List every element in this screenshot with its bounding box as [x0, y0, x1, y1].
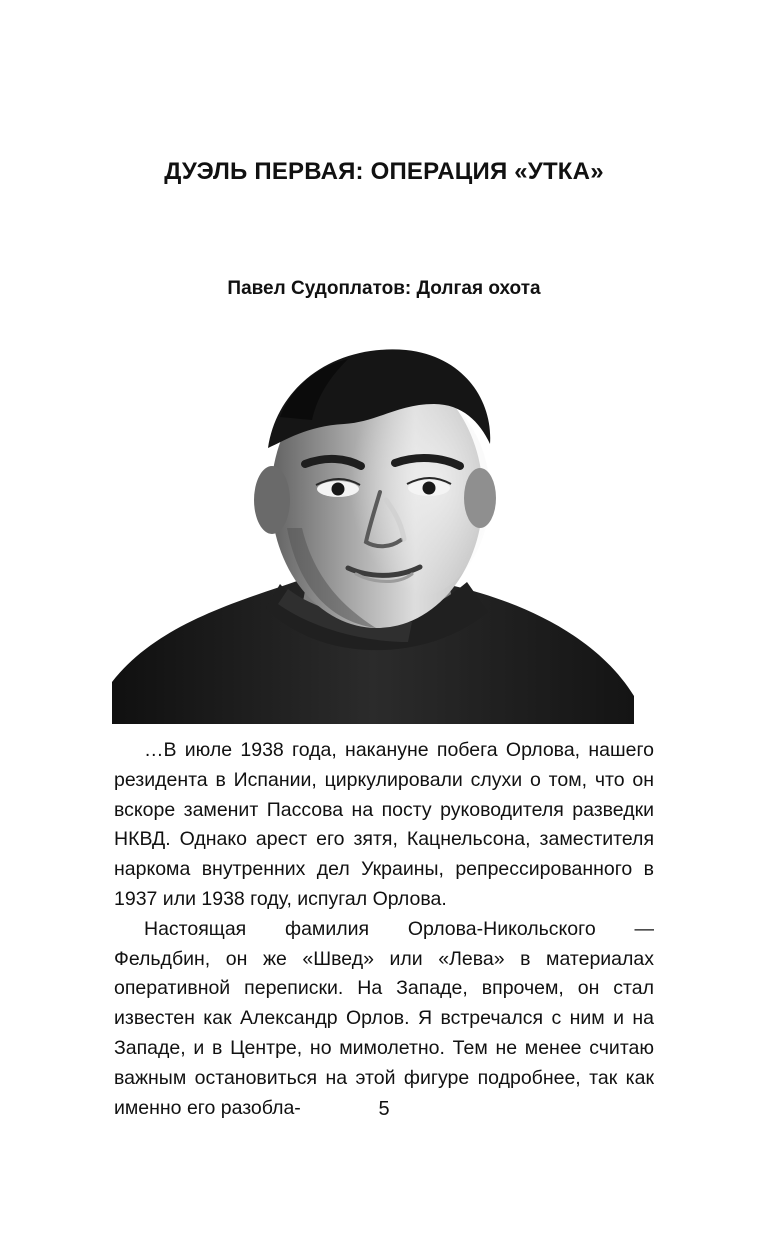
portrait-photo-icon [112, 332, 634, 724]
section-title: Павел Судоплатов: Долгая охота [227, 278, 541, 299]
body-text [114, 736, 654, 1123]
paragraph-1: …В июле 1938 года, накануне побега Орлова, нашего резидента в Испании, циркулировали слухи о том, что он вскоре заменит Пассова на посту руководителя разведки НКВД. Однако арест его зятя, Кацнельсона, заместителя наркома внутренних дел Украины, репрессированного в 1937 или 1938 году, испугал Орлова. [114, 739, 654, 910]
page-number: 5 [378, 1098, 390, 1120]
paragraph-2: Настоящая фамилия Орлова-Никольского — Фельдбин, он же «Швед» или «Лева» в материалах оперативной переписки. На Западе, впрочем, он стал известен как Александр Орлов. Я встречался с ним и на Западе, и в Центре, но мимолетно. Тем не менее считаю важным остановиться на этой фигуре подробнее, так как именно его разобла- [114, 917, 654, 1119]
chapter-title: ДУЭЛЬ ПЕРВАЯ: ОПЕРАЦИЯ «УТКА» [164, 158, 604, 185]
